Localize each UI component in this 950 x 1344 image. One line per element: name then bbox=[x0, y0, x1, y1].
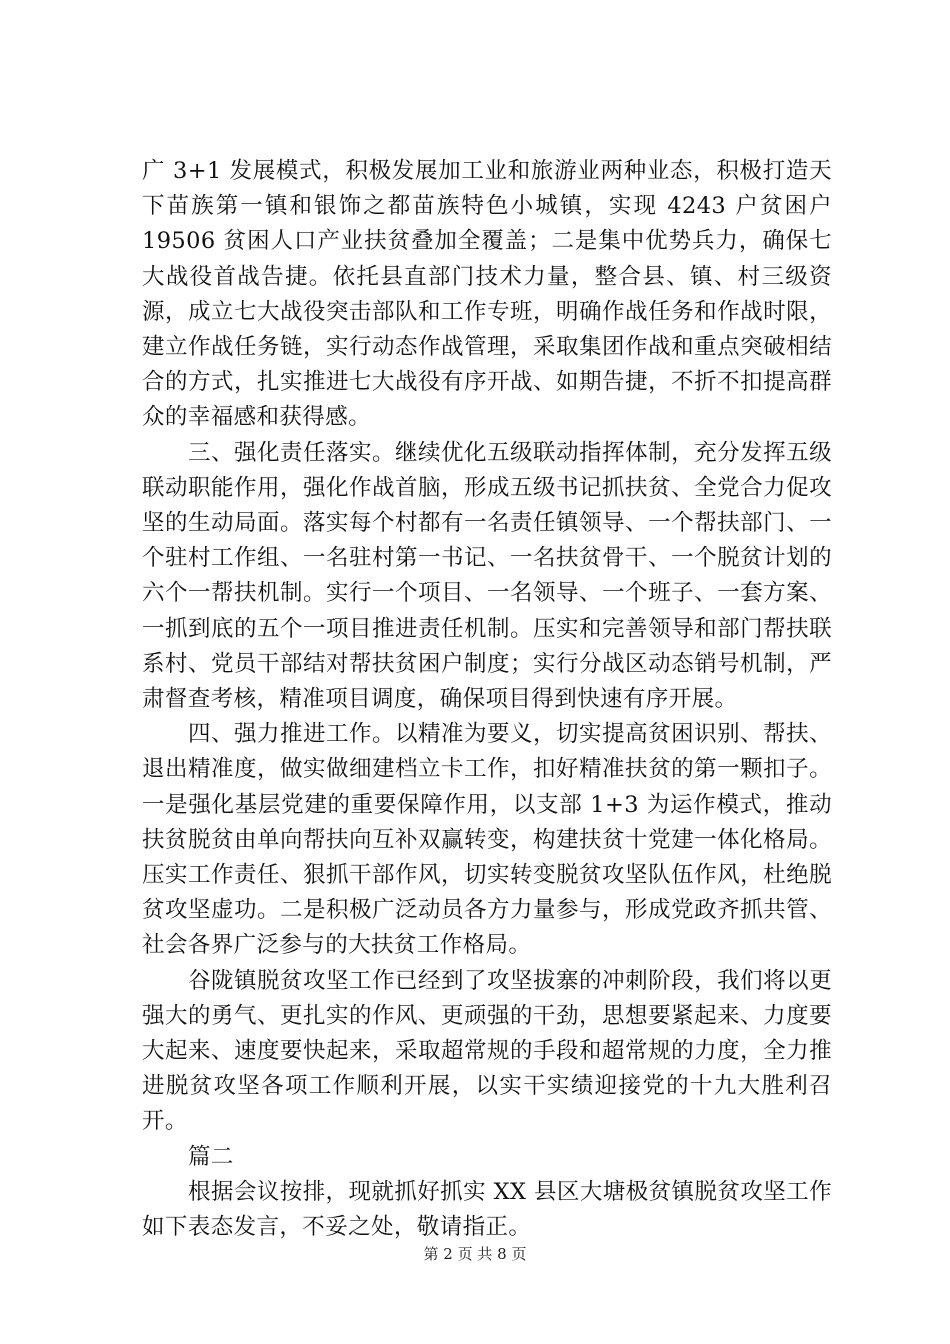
paragraph-4: 谷陇镇脱贫攻坚工作已经到了攻坚拔寨的冲刺阶段，我们将以更强大的勇气、更扎实的作风、更顽强的干劲，思想要紧起来、力度要大起来、速度要快起来，采取超常规的手段和超常规的力度，全力推进脱贫攻坚各项工作顺利开展，以实干实绩迎接党的十九大胜利召开。 bbox=[142, 967, 832, 1135]
paragraph-2: 三、强化责任落实。继续优化五级联动指挥体制，充分发挥五级联动职能作用，强化作战首脑，形成五级书记抓扶贫、全党合力促攻坚的生动局面。落实每个村都有一名责任镇领导、一个帮扶部门、一个驻村工作组、一名驻村第一书记、一名扶贫骨干、一个脱贫计划的六个一帮扶机制。实行一个项目、一名领导、一个班子、一套方案、一抓到底的五个一项目推进责任机制。压实和完善领导和部门帮扶联系村、党员干部结对帮扶贫困户制度；实行分战区动态销号机制，严肃督查考核，精准项目调度，确保项目得到快速有序开展。 bbox=[142, 439, 832, 713]
paragraph-1: 广 3+1 发展模式，积极发展加工业和旅游业两种业态，积极打造天下苗族第一镇和银饰之都苗族特色小城镇，实现 4243 户贫困户 19506 贫困人口产业扶贫叠加全覆盖；二是集中优势兵力，确保七大战役首战告捷。依托县直部门技术力量，整合县、镇、村三级资源，成立七大战役突击部队和工作专班，明确作战任务和作战时限，建立作战任务链，实行动态作战管理，采取集团作战和重点突破相结合的方式，扎实推进七大战役有序开战、如期告捷，不折不扣提高群众的幸福感和获得感。 bbox=[142, 158, 832, 431]
paragraph-3: 四、强力推进工作。以精准为要义，切实提高贫困识别、帮扶、退出精准度，做实做细建档立卡工作，扣好精准扶贫的第一颗扣子。一是强化基层党建的重要保障作用，以支部 1+3 为运作模式，推动扶贫脱贫由单向帮扶向互补双赢转变，构建扶贫十党建一体化格局。压实工作责任、狠抓干部作风，切实转变脱贫攻坚队伍作风，杜绝脱贫攻坚虚功。二是积极广泛动员各方力量参与，形成党政齐抓共管、社会各界广泛参与的大扶贫工作格局。 bbox=[142, 721, 832, 959]
section-heading: 篇二 bbox=[188, 1143, 234, 1170]
page-footer: 第 2 页 共 8 页 bbox=[423, 1245, 527, 1263]
document-body bbox=[142, 154, 832, 1245]
paragraph-5: 根据会议按排，现就抓好抓实 XX 县区大塘极贫镇脱贫攻坚工作如下表态发言，不妥之处，敬请指正。 bbox=[142, 1178, 832, 1241]
